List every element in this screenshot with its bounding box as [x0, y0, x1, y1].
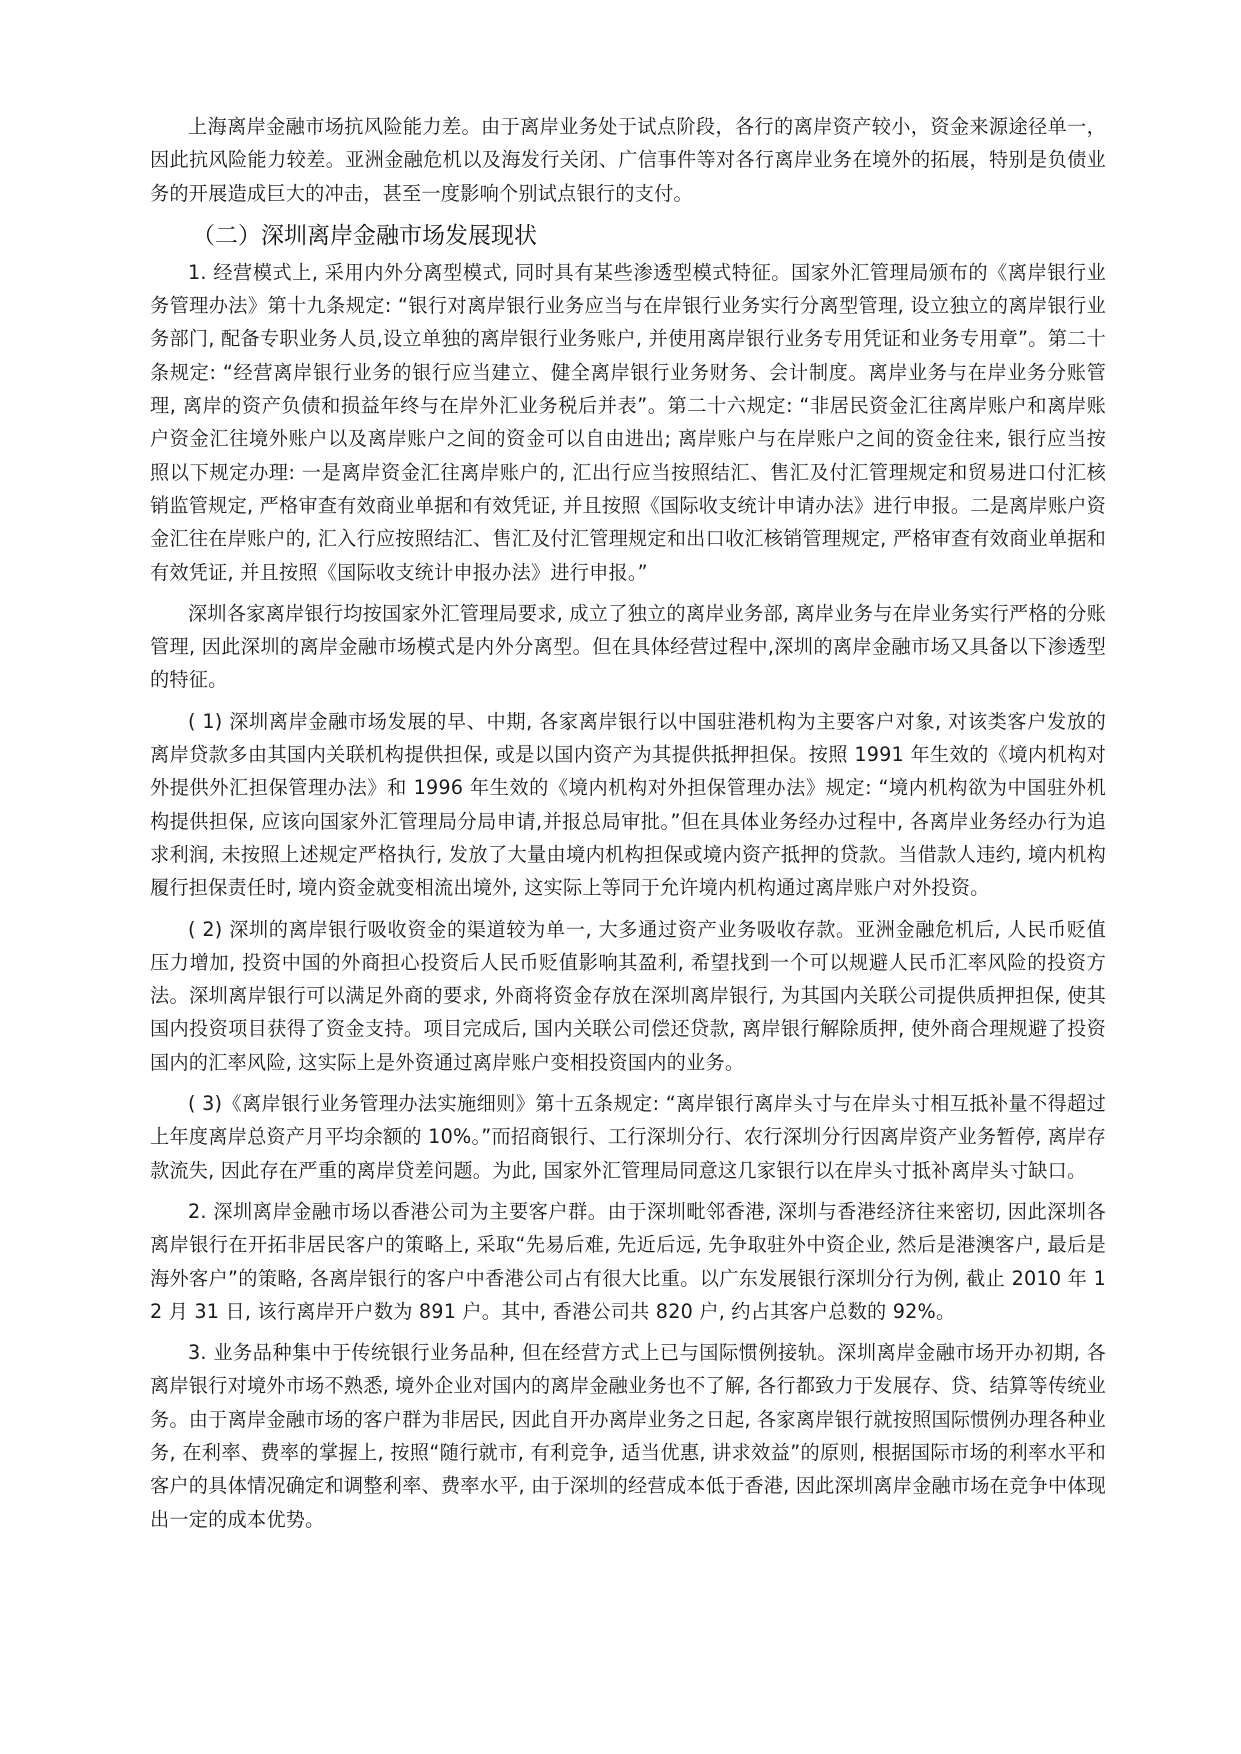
- paragraph-feature-1: ( 1) 深圳离岸金融市场发展的早、中期, 各家离岸银行以中国驻港机构为主要客户对象, 对该类客户发放的离岸贷款多由其国内关联机构提供担保, 或是以国内资产为其提供抵押担保。按照 1991 年生效的《境内机构对外提供外汇担保管理办法》和 1996 年生效的《境内机构对外担保管理办法》规定: “境内机构欲为中国驻外机构提供担保, 应该向国家外汇管理局分局申请,并报总局审批。”但在具体业务经办过程中, 各离岸业务经办行为追求利润, 未按照上述规定严格执行, 发放了大量由境内机构担保或境内资产抵押的贷款。当借款人违约, 境内机构履行担保责任时, 境内资金就变相流出境外, 这实际上等同于允许境内机构通过离岸账户对外投资。: [150, 709, 1107, 900]
- paragraph-shanghai-risk: 上海离岸金融市场抗风险能力差。由于离岸业务处于试点阶段，各行的离岸资产较小，资金来源途径单一，因此抗风险能力较差。亚洲金融危机以及海发行关闭、广信事件等对各行离岸业务在境外的拓展，特别是负债业务的开展造成巨大的冲击，甚至一度影响个别试点银行的支付。: [150, 115, 1106, 205]
- paragraph-operating-model: 1. 经营模式上, 采用内外分离型模式, 同时具有某些渗透型模式特征。国家外汇管理局颁布的《离岸银行业务管理办法》第十九条规定: “银行对离岸银行业务应当与在岸银行业务实行分离型管理, 设立独立的离岸银行业务部门, 配备专职业务人员,设立单独的离岸银行业务账户, 并使用离岸银行业务专用凭证和业务专用章”。第二十条规定: “经营离岸银行业务的银行应当建立、健全离岸银行业务财务、会计制度。离岸业务与在岸业务分账管理, 离岸的资产负债和损益年终与在岸外汇业务税后并表”。第二十六规定: “非居民资金汇往离岸账户和离岸账户资金汇往境外账户以及离岸账户之间的资金可以自由进出; 离岸账户与在岸账户之间的资金往来, 银行应当按照以下规定办理: 一是离岸资金汇往离岸账户的, 汇出行应当按照结汇、售汇及付汇管理规定和贸易进口付汇核销监管规定, 严格审查有效商业单据和有效凭证, 并且按照《国际收支统计申请办法》进行申报。二是离岸账户资金汇往在岸账户的, 汇入行应按照结汇、售汇及付汇管理规定和出口收汇核销管理规定, 严格审查有效商业单据和有效凭证, 并且按照《国际收支统计申报办法》进行申报。”: [150, 260, 1106, 584]
- document-body: [150, 110, 1106, 1544]
- paragraph-separation-model: 深圳各家离岸银行均按国家外汇管理局要求, 成立了独立的离岸业务部, 离岸业务与在岸业务实行严格的分账管理, 因此深圳的离岸金融市场模式是内外分离型。但在具体经营过程中,深圳的离岸金融市场又具备以下渗透型的特征。: [150, 601, 1106, 692]
- paragraph-feature-2: ( 2) 深圳的离岸银行吸收资金的渠道较为单一, 大多通过资产业务吸收存款。亚洲金融危机后, 人民币贬值压力增加, 投资中国的外商担心投资后人民币贬值影响其盈利, 希望找到一个可以规避人民币汇率风险的投资方法。深圳离岸银行可以满足外商的要求, 外商将资金存放在深圳离岸银行, 为其国内关联公司提供质押担保, 使其国内投资项目获得了资金支持。项目完成后, 国内关联公司偿还贷款, 离岸银行解除质押, 使外商合理规避了投资国内的汇率风险, 这实际上是外资通过离岸账户变相投资国内的业务。: [150, 917, 1106, 1074]
- section-heading-shenzhen: （二）深圳离岸金融市场发展现状: [192, 222, 537, 249]
- paragraph-business-types: 3. 业务品种集中于传统银行业务品种, 但在经营方式上已与国际惯例接轨。深圳离岸金融市场开办初期, 各离岸银行对境外市场不熟悉, 境外企业对国内的离岸金融业务也不了解, 各行都致力于发展存、贷、结算等传统业务。由于离岸金融市场的客户群为非居民, 因此自开办离岸业务之日起, 各家离岸银行就按照国际惯例办理各种业务, 在利率、费率的掌握上, 按照“随行就市, 有利竞争, 适当优惠, 讲求效益”的原则, 根据国际市场的利率水平和客户的具体情况确定和调整利率、费率水平, 由于深圳的经营成本低于香港, 因此深圳离岸金融市场在竞争中体现出一定的成本优势。: [150, 1341, 1106, 1531]
- paragraph-feature-3: ( 3)《离岸银行业务管理办法实施细则》第十五条规定: “离岸银行离岸头寸与在岸头寸相互抵补量不得超过上年度离岸总资产月平均余额的 10%。”而招商银行、工行深圳分行、农行深圳分行因离岸资产业务暂停, 离岸存款流失, 因此存在严重的离岸贷差问题。为此, 国家外汇管理局同意这几家银行以在岸头寸抵补离岸头寸缺口。: [150, 1092, 1106, 1182]
- paragraph-hk-clients: 2. 深圳离岸金融市场以香港公司为主要客户群。由于深圳毗邻香港, 深圳与香港经济往来密切, 因此深圳各离岸银行在开拓非居民客户的策略上, 采取“先易后难, 先近后远, 先争取驻外中资企业, 然后是港澳客户, 最后是海外客户”的策略, 各离岸银行的客户中香港公司占有很大比重。以广东发展银行深圳分行为例, 截止 2010 年 12 月 31 日, 该行离岸开户数为 891 户。其中, 香港公司共 820 户, 约占其客户总数的 92%。: [150, 1199, 1106, 1323]
